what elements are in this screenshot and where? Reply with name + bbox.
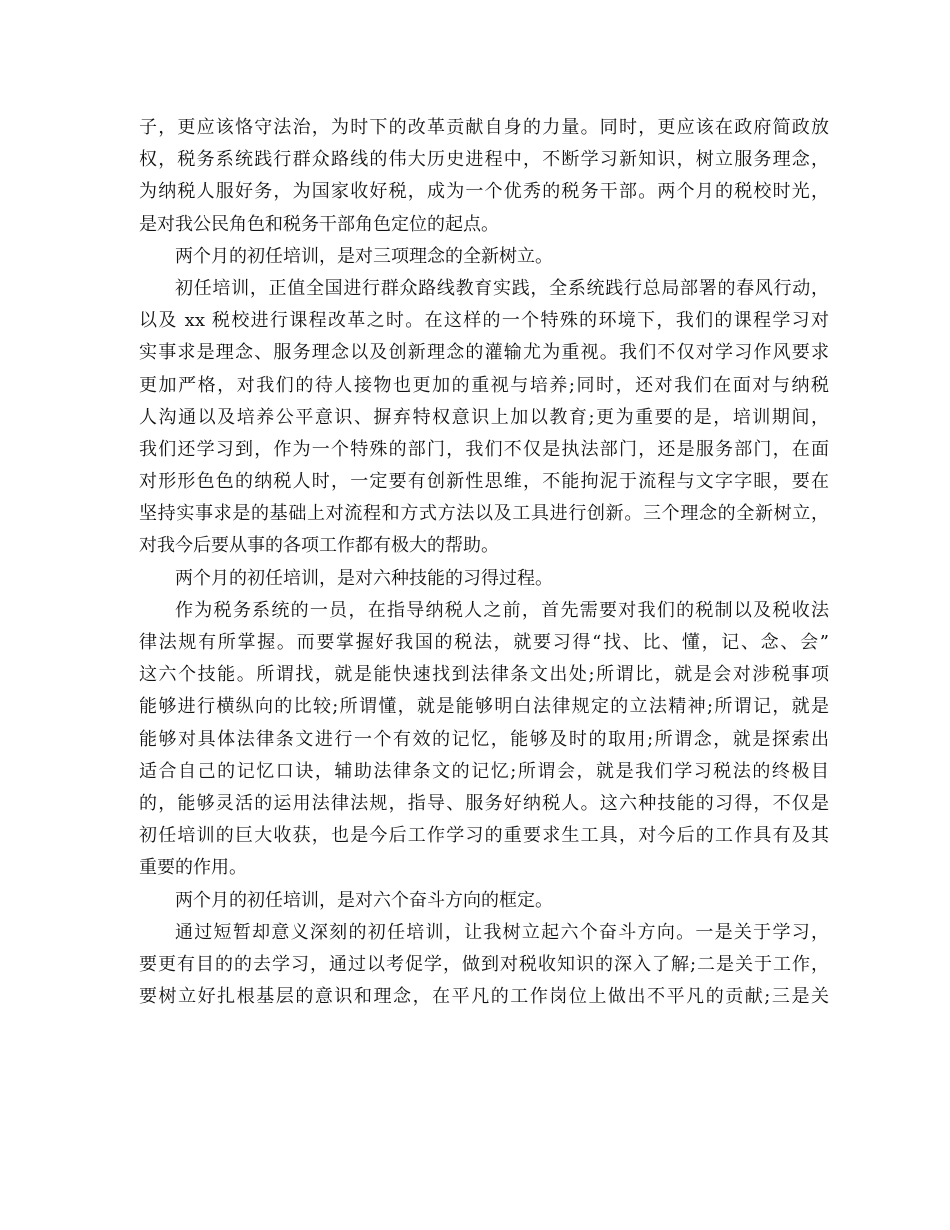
text-line: 为纳税人服好务，为国家收好税，成为一个优秀的税务干部。两个月的税校时光，	[139, 181, 829, 203]
text-line: 律法规有所掌握。而要掌握好我国的税法，就要习得“找、比、懂，记、念、会”	[139, 632, 829, 653]
text-line: 初任培训，正值全国进行群众路线教育实践，全系统践行总局部署的春风行动，	[175, 277, 829, 299]
text-line: 这六个技能。所谓找，就是能快速找到法律条文出处;所谓比，就是会对涉税事项	[139, 664, 829, 686]
text-line: 重要的作用。	[139, 857, 247, 879]
text-line: 的，能够灵活的运用法律法规，指导、服务好纳税人。这六种技能的习得，不仅是	[139, 792, 829, 814]
text-line: 作为税务系统的一员，在指导纳税人之前，首先需要对我们的税制以及税收法	[175, 599, 829, 621]
text-line: 初任培训的巨大收获，也是今后工作学习的重要求生工具，对今后的工作具有及其	[139, 825, 829, 847]
text-line: 对我今后要从事的各项工作都有极大的帮助。	[139, 535, 499, 557]
text-line: 适合自己的记忆口诀，辅助法律条文的记忆;所谓会，就是我们学习税法的终极目	[139, 760, 829, 782]
text-line: 子，更应该恪守法治，为时下的改革贡献自身的力量。同时，更应该在政府简政放	[139, 117, 829, 138]
text-line: 要树立好扎根基层的意识和理念，在平凡的工作岗位上做出不平凡的贡献;三是关	[139, 986, 829, 1008]
text-line: 能够对具体法律条文进行一个有效的记忆，能够及时的取用;所谓念，就是探索出	[139, 728, 829, 750]
text-line: 权，税务系统践行群众路线的伟大历史进程中，不断学习新知识，树立服务理念，	[139, 149, 829, 171]
text-line: 是对我公民角色和税务干部角色定位的起点。	[139, 213, 499, 235]
text-line: 通过短暂却意义深刻的初任培训，让我树立起六个奋斗方向。一是关于学习，	[175, 921, 829, 943]
text-line: 两个月的初任培训，是对六种技能的习得过程。	[175, 567, 553, 589]
text-line: 能够进行横纵向的比较;所谓懂，就是能够明白法律规定的立法精神;所谓记，就是	[139, 696, 829, 718]
body-text	[139, 112, 829, 1013]
text-line: 要更有目的的去学习，通过以考促学，做到对税收知识的深入了解;二是关于工作，	[139, 953, 829, 975]
text-line: 两个月的初任培训，是对六个奋斗方向的框定。	[175, 889, 553, 911]
text-line: 更加严格，对我们的待人接物也更加的重视与培养;同时，还对我们在面对与纳税	[139, 374, 829, 396]
text-line: 人沟通以及培养公平意识、摒弃特权意识上加以教育;更为重要的是，培训期间，	[139, 406, 829, 428]
text-line: 实事求是理念、服务理念以及创新理念的灌输尤为重视。我们不仅对学习作风要求	[139, 342, 829, 364]
text-line: 以及 xx 税校进行课程改革之时。在这样的一个特殊的环境下，我们的课程学习对	[139, 310, 829, 332]
text-line: 坚持实事求是的基础上对流程和方式方法以及工具进行创新。三个理念的全新树立，	[139, 503, 829, 525]
text-line: 对形形色色的纳税人时，一定要有创新性思维，不能拘泥于流程与文字字眼，要在	[139, 471, 829, 493]
text-line: 我们还学习到，作为一个特殊的部门，我们不仅是执法部门，还是服务部门，在面	[139, 438, 829, 460]
text-line: 两个月的初任培训，是对三项理念的全新树立。	[175, 245, 553, 267]
